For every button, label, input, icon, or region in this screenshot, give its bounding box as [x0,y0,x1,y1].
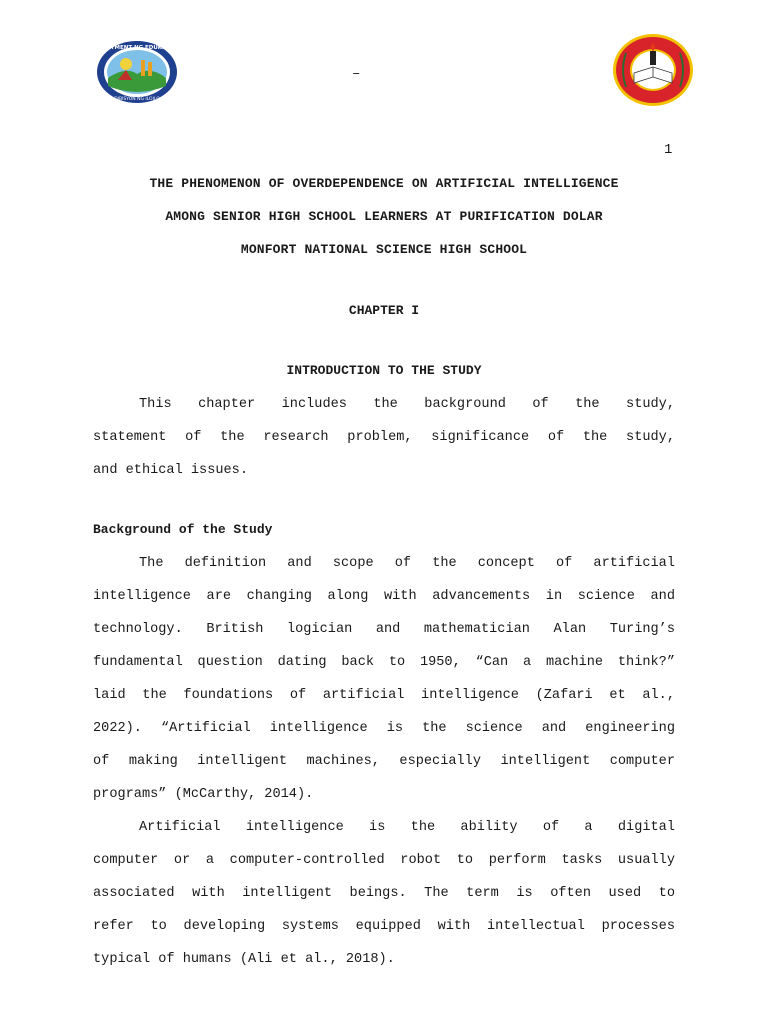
intro-line: This chapter includes the background of the study, [139,397,675,412]
background-line: programs” (McCarthy, 2014). [93,787,314,802]
background-line: associated with intelligent beings. The term is often used to [93,886,675,901]
background-line: 2022). “Artificial intelligence is the science and engineering [93,721,675,736]
title-line-2: AMONG SENIOR HIGH SCHOOL LEARNERS AT PURIFICATION DOLAR [165,209,603,224]
header-dash: – [352,66,361,82]
background-line: Artificial intelligence is the ability of a digital [139,820,675,835]
background-paragraph-2 [93,811,675,976]
intro-paragraph [93,388,675,487]
intro-heading: INTRODUCTION TO THE STUDY [286,363,482,378]
deped-seal-logo [90,40,184,104]
title-line-3: MONFORT NATIONAL SCIENCE HIGH SCHOOL [240,242,528,257]
background-line: of making intelligent machines, especially intelligent computer [93,754,675,769]
svg-text:DEPARTMENT NG EDUKASYON: DEPARTMENT NG EDUKASYON [90,45,184,51]
chapter-heading: CHAPTER I [348,303,420,318]
background-line: typical of humans (Ali et al., 2018). [93,952,395,967]
title-line-1: THE PHENOMENON OF OVERDEPENDENCE ON ARTIFICIAL INTELLIGENCE [149,176,619,191]
background-heading: Background of the Study [93,522,273,537]
svg-text:DIBISYON NG ILOILO: DIBISYON NG ILOILO [114,97,160,102]
page-number: 1 [664,142,673,158]
intro-line: and ethical issues. [93,463,248,478]
background-line: computer or a computer-controlled robot to perform tasks usually [93,853,675,868]
background-line: refer to developing systems equipped with intellectual processes [93,919,675,934]
background-line: The definition and scope of the concept of artificial [139,556,675,571]
school-seal-logo [612,33,694,107]
background-line: laid the foundations of artificial intelligence (Zafari et al., [93,688,675,703]
background-line: technology. British logician and mathematician Alan Turing’s [93,622,675,637]
background-line: intelligence are changing along with advancements in science and [93,589,675,604]
background-paragraph-1 [93,547,675,811]
background-line: fundamental question dating back to 1950, “Can a machine think?” [93,655,675,670]
intro-line: statement of the research problem, significance of the study, [93,430,675,445]
